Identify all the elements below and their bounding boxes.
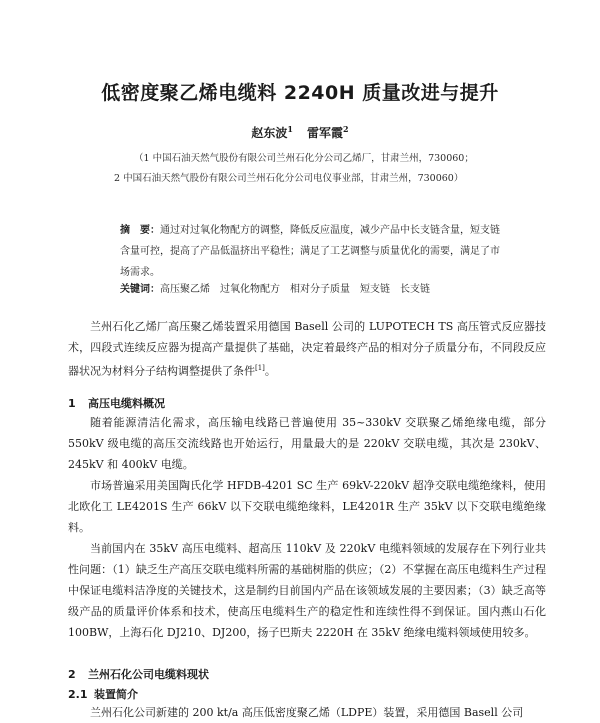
section-heading <box>68 666 209 682</box>
body-paragraph: 随着能源清洁化需求，高压输电线路已普遍使用 35~330kV 交联聚乙烯绝缘电缆，部分 550kV 级电缆的高压交流线路也开始运行，用量最大的是 220kV 交联电缆，其次是 230kV、245kV 和 400kV 电缆。 <box>68 416 546 471</box>
body-paragraph: 兰州石化公司新建的 200 kt/a 高压低密度聚乙烯（LDPE）装置，采用德国 Basell 公司 <box>90 706 524 719</box>
author-affiliation-mark: 2 <box>343 124 349 134</box>
abstract-text: 通过对过氧化物配方的调整，降低反应温度，减少产品中长支链含量，短支链含量可控，提高了产品低温挤出平稳性；满足了工艺调整与质量优化的需要，满足了市场需求。 <box>120 225 500 278</box>
keywords-label: 关键词： <box>120 284 160 295</box>
subsection-title: 装置简介 <box>94 688 138 701</box>
body-paragraph: 市场普遍采用美国陶氏化学 HFDB-4201 SC 生产 69kV-220kV 超净交联电缆绝缘料，使用北欧化工 LE4201S 生产 66kV 以下交联电缆绝缘料，LE4201R 生产 35kV 以下交联电缆绝缘料。 <box>68 479 546 534</box>
affiliation-line: （1 中国石油天然气股份有限公司兰州石化分公司乙烯厂，甘肃兰州，730060； <box>134 153 474 164</box>
author-name: 雷军霞 <box>307 126 344 140</box>
intro-paragraph <box>68 316 546 382</box>
keywords <box>120 280 540 295</box>
abstract-label: 摘 要： <box>120 225 160 236</box>
section-title: 高压电缆料概况 <box>88 397 165 410</box>
intro-text: 兰州石化乙烯厂高压聚乙烯装置采用德国 Basell 公司的 LUPOTECH TS 高压管式反应器技术，四段式连续反应器为提高产量提供了基础，决定着最终产品的相对分子质量分布，不同段反应器状况为材料分子结构调整提供了条件 <box>68 320 546 378</box>
paper-title: 低密度聚乙烯电缆料 2240H 质量改进与提升 <box>101 82 499 104</box>
section-heading <box>68 395 165 411</box>
citation-ref: [1] <box>255 364 265 372</box>
abstract <box>120 220 508 283</box>
section-number: 2 <box>68 668 76 681</box>
affiliation-line: 2 中国石油天然气股份有限公司兰州石化分公司电仪事业部，甘肃兰州，730060） <box>114 173 464 184</box>
keywords-text: 高压聚乙烯 过氧化物配方 相对分子质量 短支链 长支链 <box>160 284 430 295</box>
subsection-number: 2.1 <box>68 688 88 701</box>
section-number: 1 <box>68 397 76 410</box>
section-title: 兰州石化公司电缆料现状 <box>88 668 209 681</box>
author-name: 赵东波 <box>251 126 288 140</box>
body-paragraph: 当前国内在 35kV 高压电缆料、超高压 110kV 及 220kV 电缆料领域的发展存在下列行业共性问题：（1）缺乏生产高压交联电缆料所需的基础树脂的供应；（2）不掌握在高压电缆料生产过程中保证电缆料洁净度的关键技术，这是制约目前国内产品在该领域发展的主要因素；（3）缺乏高等级产品的质量评价体系和技术，使高压电缆料生产的稳定性和连续性得不到保证。国内燕山石化 100BW，上海石化 DJ210、DJ200，扬子巴斯夫 2220H 在 35kV 绝缘电缆料领域使用较多。 <box>68 542 546 639</box>
intro-end: 。 <box>264 364 276 378</box>
subsection-heading <box>68 686 138 702</box>
author-affiliation-mark: 1 <box>287 124 293 134</box>
author-list <box>0 124 600 141</box>
